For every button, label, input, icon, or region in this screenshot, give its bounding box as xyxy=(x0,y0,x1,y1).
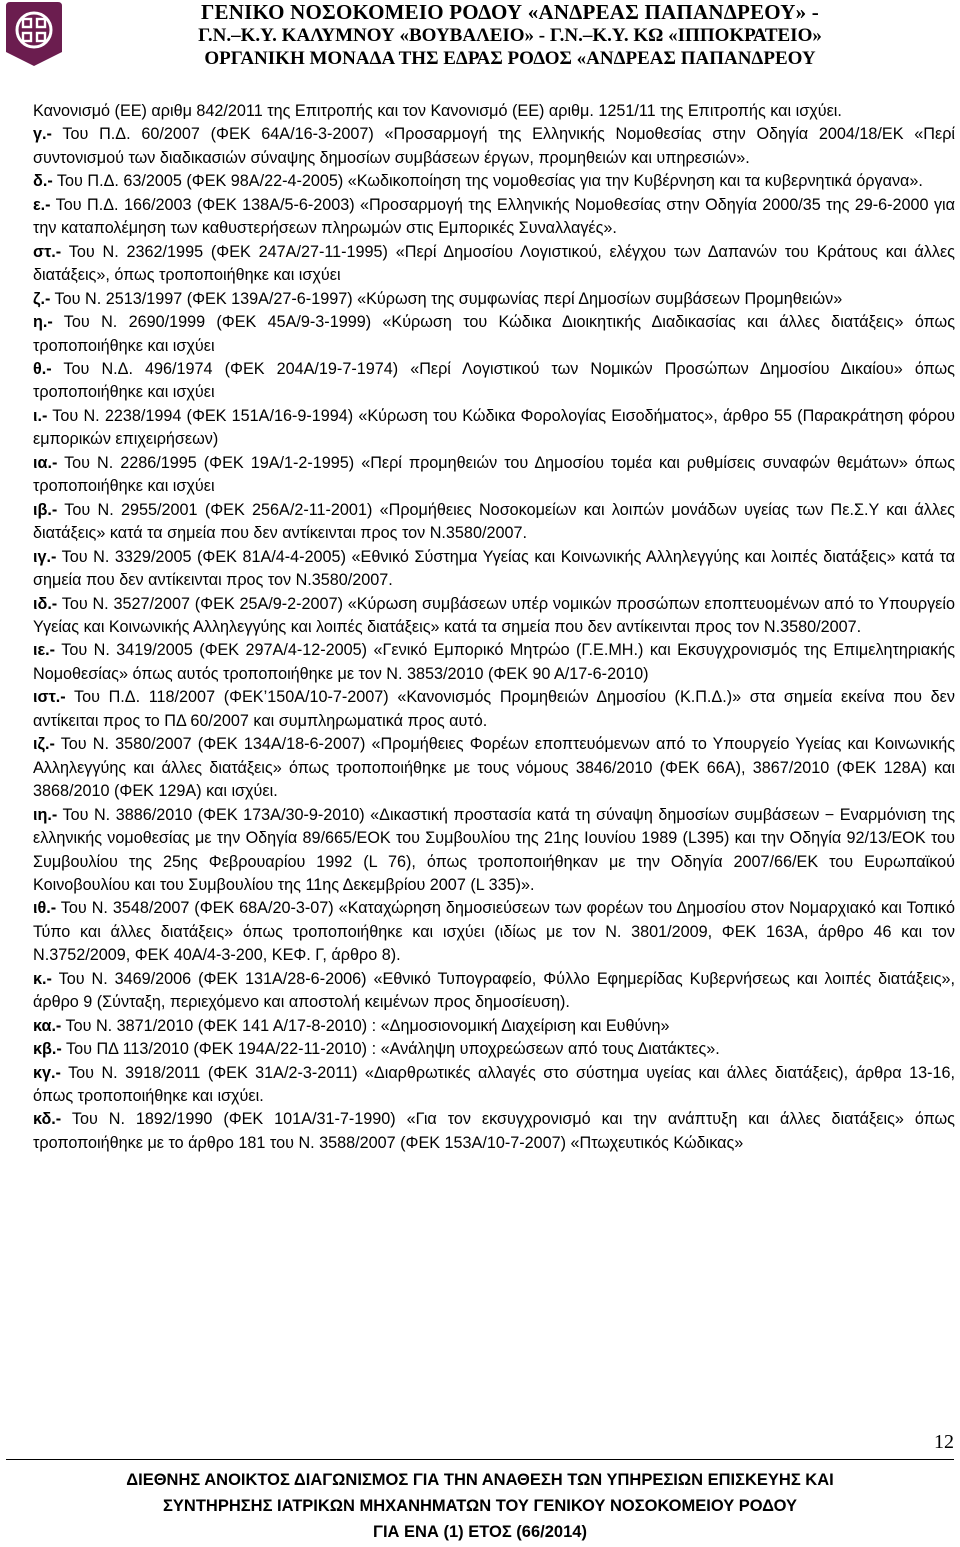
list-item xyxy=(33,897,955,967)
item-text: Του Π.Δ. 60/2007 (ΦΕΚ 64Α/16-3-2007) «Προσαρμογή της Ελληνικής Νομοθεσίας στην Οδηγία 2004/18/ΕΚ «Περί συντονισμού των διαδικασιών σύναψης δημοσίων συμβάσεων έργων, προμηθειών και υπηρεσιών». xyxy=(33,125,955,167)
page-header xyxy=(0,0,960,82)
item-label: ι.- xyxy=(33,406,48,425)
item-text: Του Ν. 3329/2005 (ΦΕΚ 81Α/4-4-2005) «Εθνικό Σύστημα Υγείας και Κοινωνικής Αλληλεγγύης και λοιπές διατάξεις» κατά τα σημεία που δεν αντίκεινται προς τον Ν.3580/2007. xyxy=(33,547,955,590)
intro-paragraph: Κανονισμό (ΕΕ) αριθμ 842/2011 της Επιτροπής και τον Κανονισμό (ΕΕ) αριθμ. 1251/11 της Επιτροπής και ισχύει. xyxy=(33,102,842,120)
footer-line-3: ΓΙΑ ΕΝΑ (1) ΕΤΟΣ (66/2014) xyxy=(373,1523,587,1541)
item-label: κγ.- xyxy=(33,1063,61,1082)
item-text: Του Ν. 2690/1999 (ΦΕΚ 45Α/9-3-1999) «Κύρωση του Κώδικα Διοικητικής Διαδικασίας και άλλες διατάξεις» όπως τροποποιήθηκε και ισχύει xyxy=(33,313,955,355)
item-text: Του Ν. 3580/2007 (ΦΕΚ 134Α/18-6-2007) «Προμήθειες Φορέων εποπτευόμενων από το Υπουργείο Υγείας και Κοινωνικής Αλληλεγγύης και άλλες διατάξεις» όπως τροποποιήθηκε με τους νόμους 3846/2010 (ΦΕΚ 66Α), 3867/2010 (ΦΕΚ 128Α) και 3868/2010 (ΦΕΚ 129Α) και ισχύει. xyxy=(33,735,955,801)
footer-line-2: ΣΥΝΤΗΡΗΣΗΣ ΙΑΤΡΙΚΩΝ ΜΗΧΑΝΗΜΑΤΩΝ ΤΟΥ ΓΕΝΙΚΟΥ ΝΟΣΟΚΟΜΕΙΟΥ ΡΟΔΟΥ xyxy=(163,1497,797,1515)
item-label: ια.- xyxy=(33,453,58,472)
header-title: ΓΕΝΙΚΟ ΝΟΣΟΚΟΜΕΙΟ ΡΟΔΟΥ «ΑΝΔΡΕΑΣ ΠΑΠΑΝΔΡΕΟΥ» - xyxy=(201,0,819,24)
item-text: Του Π.Δ. 166/2003 (ΦΕΚ 138Α/5-6-2003) «Προσαρμογή της Ελληνικής Νομοθεσίας στην Οδηγία 2000/35 της 29-6-2000 για την καταπολέμηση των καθυστερήσεων πληρωμών στις Εμπορικές Συναλλαγές». xyxy=(33,195,955,238)
item-text: Του Ν. 3469/2006 (ΦΕΚ 131Α/28-6-2006) «Εθνικό Τυπογραφείο, Φύλλο Εφημερίδας Κυβερνήσεως και λοιπές διατάξεις», άρθρο 9 (Σύνταξη, περιεχόμενο και αποστολή κειμένων προς δημοσίευση). xyxy=(33,969,955,1012)
list-item xyxy=(33,170,955,193)
list-item xyxy=(33,686,955,733)
list-item xyxy=(33,733,955,803)
item-label: ε.- xyxy=(33,195,51,214)
item-label: ιβ.- xyxy=(33,500,58,519)
item-text: Του Ν. 1892/1990 (ΦΕΚ 101Α/31-7-1990) «Για τον εκσυγχρονισμό και την ανάπτυξη και άλλες διατάξεις» όπως τροποποιήθηκε με το άρθρο 181 του Ν. 3588/2007 (ΦΕΚ 153Α/10-7-2007) «Πτωχευτικός Κώδικας» xyxy=(33,1110,955,1152)
list-item xyxy=(33,1062,955,1109)
list-item xyxy=(33,546,955,593)
list-item xyxy=(33,405,955,452)
item-label: ιγ.- xyxy=(33,547,57,566)
item-label: ιδ.- xyxy=(33,594,58,613)
item-text: Του Ν. 3419/2005 (ΦΕΚ 297Α/4-12-2005) «Γενικό Εμπορικό Μητρώο (Γ.Ε.ΜΗ.) και Εκσυγχρονισμός της Επιμελητηριακής Νομοθεσίας» όπως αυτός τροποποιήθηκε με τον Ν. 3853/2010 (ΦΕΚ 90 Α/17-6-2010) xyxy=(33,641,955,683)
item-text: Του Ν. 3527/2007 (ΦΕΚ 25Α/9-2-2007) «Κύρωση συμβάσεων υπέρ νομικών προσώπων εποπτευομένων από το Υπουργείο Υγείας και Κοινωνικής Αλληλεγγύης και λοιπές διατάξεις» κατά τα σημεία που δεν αντίκεινται προς τον Ν.3580/2007. xyxy=(33,594,955,636)
document-body xyxy=(33,100,955,1155)
list-item xyxy=(33,123,955,170)
item-label: ιστ.- xyxy=(33,688,66,707)
item-label: ιε.- xyxy=(33,641,56,660)
item-label: κ.- xyxy=(33,969,52,988)
list-item xyxy=(33,1015,955,1038)
list-item xyxy=(33,311,955,358)
list-item xyxy=(33,288,955,311)
list-item xyxy=(33,499,955,546)
footer-divider xyxy=(6,1459,954,1460)
item-label: ιθ.- xyxy=(33,899,57,918)
item-label: κα.- xyxy=(33,1016,62,1035)
list-item xyxy=(33,1108,955,1155)
item-text: Του Ν. 3548/2007 (ΦΕΚ 68Α/20-3-07) «Καταχώρηση δημοσιεύσεων των φορέων του Δημοσίου στον Νομαρχιακό και Τοπικό Τύπο και άλλες διατάξεις» όπως τροποποιήθηκε και ισχύει (ιδίως με τον Ν. 3801/2009, ΦΕΚ 163Α, άρθρο 46 και τον Ν.3752/2009, ΦΕΚ 40Α/4-3-200, ΚΕΦ. Γ, άρθρο 8). xyxy=(33,899,955,965)
list-item xyxy=(33,241,955,288)
legislation-list xyxy=(33,123,955,1155)
item-label: ιζ.- xyxy=(33,735,55,754)
item-text: Του Π.Δ. 63/2005 (ΦΕΚ 98Α/22-4-2005) «Κωδικοποίηση της νομοθεσίας για την Κυβέρνηση και τα κυβερνητικά όργανα». xyxy=(52,172,923,191)
item-label: ζ.- xyxy=(33,289,51,308)
item-text: Του ΠΔ 113/2010 (ΦΕΚ 194Α/22-11-2010) : «Ανάληψη υποχρεώσεων από τους Διατάκτες». xyxy=(61,1040,720,1059)
item-text: Του Ν. 2513/1997 (ΦΕΚ 139Α/27-6-1997) «Κύρωση της συμφωνίας περί Δημοσίων συμβάσεων Προμηθειών» xyxy=(50,289,843,308)
item-text: Του Ν. 3918/2011 (ΦΕΚ 31Α/2-3-2011) «Διαρθρωτικές αλλαγές στο σύστημα υγείας και άλλες διατάξεις), άρθρα 13-16, όπως τροποποιήθηκε και ισχύει. xyxy=(33,1063,955,1106)
item-text: Του Ν. 2362/1995 (ΦΕΚ 247Α/27-11-1995) «Περί Δημοσίου Λογιστικού, ελέγχου των Δαπανών του Κράτους και άλλες διατάξεις», όπως τροποποιήθηκε και ισχύει xyxy=(33,242,955,285)
item-label: η.- xyxy=(33,313,53,332)
item-label: θ.- xyxy=(33,359,52,378)
item-text: Του Ν.Δ. 496/1974 (ΦΕΚ 204Α/19-7-1974) «Περί Λογιστικού των Νομικών Προσώπων Δημοσίου Δικαίου» όπως τροποποιήθηκε και ισχύει xyxy=(33,359,955,402)
list-item xyxy=(33,1038,955,1061)
item-text: Του Ν. 2286/1995 (ΦΕΚ 19Α/1-2-1995) «Περί προμηθειών του Δημοσίου τομέα και ρυθμίσεις συναφών θεμάτων» όπως τροποποιήθηκε και ισχύει xyxy=(33,453,955,496)
page-number: 12 xyxy=(934,1431,954,1453)
item-text: Του Ν. 3871/2010 (ΦΕΚ 141 Α/17-8-2010) : «Δημοσιονομική Διαχείριση και Ευθύνη» xyxy=(61,1016,670,1035)
item-label: κβ.- xyxy=(33,1040,62,1059)
list-item xyxy=(33,968,955,1015)
item-label: γ.- xyxy=(33,125,52,144)
list-item xyxy=(33,452,955,499)
header-unit: ΟΡΓΑΝΙΚΗ ΜΟΝΑΔΑ ΤΗΣ ΕΔΡΑΣ ΡΟΔΟΣ «ΑΝΔΡΕΑΣ ΠΑΠΑΝΔΡΕΟΥ xyxy=(204,48,816,69)
list-item xyxy=(33,639,955,686)
item-text: Του Ν. 2238/1994 (ΦΕΚ 151Α/16-9-1994) «Κύρωση του Κώδικα Φορολογίας Εισοδήματος», άρθρο 55 (Παρακράτηση φόρου εμπορικών επιχειρήσεων) xyxy=(33,406,955,449)
footer-line-1: ΔΙΕΘΝΗΣ ΑΝΟΙΚΤΟΣ ΔΙΑΓΩΝΙΣΜΟΣ ΓΙΑ ΤΗΝ ΑΝΑΘΕΣΗ ΤΩΝ ΥΠΗΡΕΣΙΩΝ ΕΠΙΣΚΕΥΗΣ ΚΑΙ xyxy=(126,1471,834,1489)
item-text: Του Ν. 3886/2010 (ΦΕΚ 173Α/30-9-2010) «Δικαστική προστασία κατά τη σύναψη δημοσίων συμβάσεων − Εναρμόνιση της ελληνικής νομοθεσίας με την Οδηγία 89/665/ΕΟΚ του Συμβουλίου της 21ης Ιουνίου 1989 (L395) και την Οδηγία 92/13/ΕΟΚ του Συμβουλίου της 25ης Φεβρουαρίου 1992 (L 76), όπως τροποποιήθηκαν με την Οδηγία 2007/66/ΕΚ του Ευρωπαϊκού Κοινοβουλίου και του Συμβουλίου της 11ης Δεκεμβρίου 2007 (L 335)». xyxy=(33,805,955,894)
list-item xyxy=(33,194,955,241)
item-text: Του Ν. 2955/2001 (ΦΕΚ 256Α/2-11-2001) «Προμήθειες Νοσοκομείων και λοιπών μονάδων υγείας των Πε.Σ.Υ και άλλες διατάξεις» κατά τα σημεία που δεν αντίκεινται προς τον Ν.3580/2007. xyxy=(33,500,955,543)
item-label: δ.- xyxy=(33,172,53,191)
item-label: στ.- xyxy=(33,242,62,261)
header-subtitle: Γ.Ν.–Κ.Υ. ΚΑΛΥΜΝΟΥ «ΒΟΥΒΑΛΕΙΟ» - Γ.Ν.–Κ.Υ. ΚΩ «ΙΠΠΟΚΡΑΤΕΙΟ» xyxy=(198,25,822,46)
item-text: Του Π.Δ. 118/2007 (ΦΕΚ’150Α/10-7-2007) «Κανονισμός Προμηθειών Δημοσίου (Κ.Π.Δ.)» στα σημεία εκείνα που δεν αντίκειται προς το ΠΔ 60/2007 και συμπληρωματικά προς αυτό. xyxy=(33,688,955,730)
item-label: ιη.- xyxy=(33,805,58,824)
page-footer xyxy=(0,1467,960,1545)
list-item xyxy=(33,593,955,640)
list-item xyxy=(33,358,955,405)
list-item xyxy=(33,804,955,898)
item-label: κδ.- xyxy=(33,1110,62,1129)
